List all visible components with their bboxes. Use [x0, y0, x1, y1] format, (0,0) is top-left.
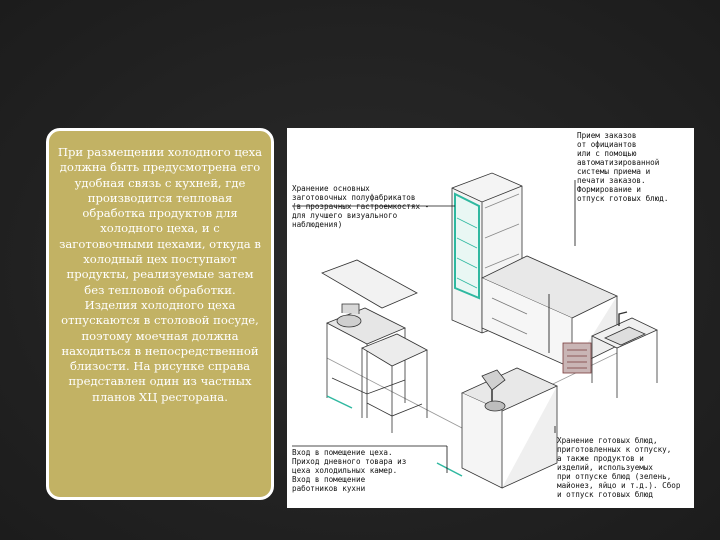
- label-ready: Хранение готовых блюд, приготовленных к отпуску, а также продуктов и изделий, используемых при отпуске блюд (зелень, майонез, яйцо и т.д.). Сбор и отпуск готовых блюд: [557, 436, 681, 499]
- kitchen-illustration: [287, 128, 694, 508]
- front-counter: [462, 368, 557, 488]
- label-entrance: Вход в помещение цеха. Приход дневного товара из цеха холодильных камер. Вход в помещение работников кухни: [292, 448, 407, 493]
- label-storage: Хранение основных заготовочных полуфабрикатов (в прозрачных гастроемкостях - для лучшего визуального наблюдения): [292, 184, 430, 229]
- label-orders: Прием заказов от официантов или с помощью автоматизированной системы приема и печати заказов. Формирование и отпуск готовых блюд.: [577, 131, 669, 203]
- counter: [482, 256, 617, 373]
- description-card: [46, 128, 274, 500]
- description-text: При размещении холодного цеха должна быть предусмотрена его удобная связь с кухней, где производится тепловая обработка продуктов для холодного цеха, и с заготовочными цехами, откуда в холодный цех поступают продукты, реализуемые затем без тепловой обработки. Изделия холодного цеха отпускаются в столовой посуде, поэтому моечная должна находиться в непосредственной близости. На рисунке справа представлен один из частных планов ХЦ ресторана.: [57, 145, 263, 404]
